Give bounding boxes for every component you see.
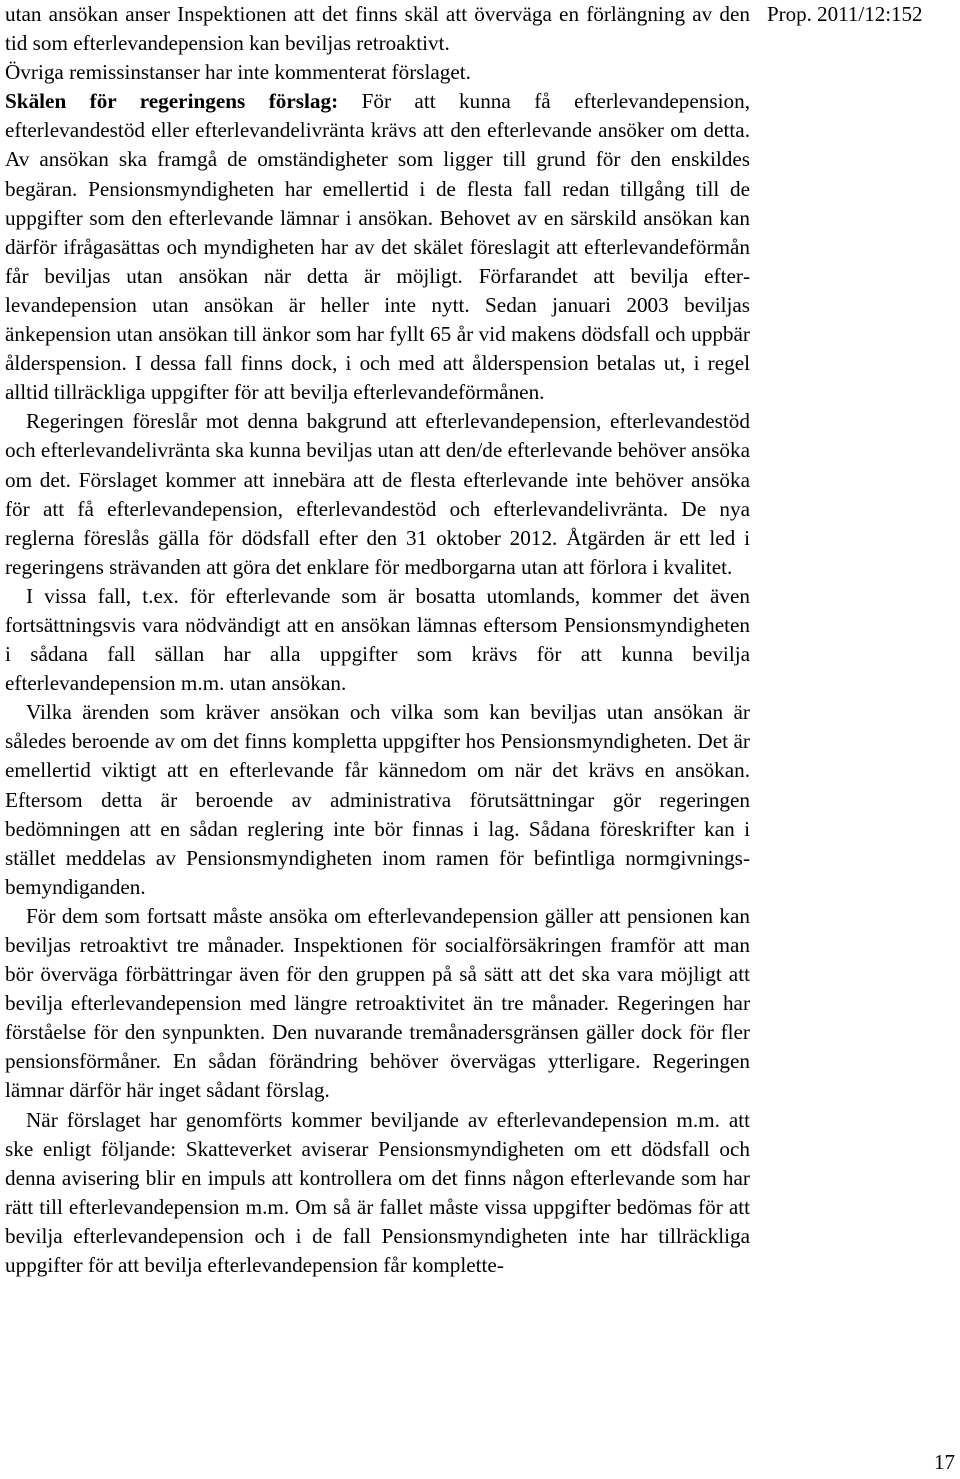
- paragraph-nar-forslaget: När förslaget har genomförts kommer beviljande av efterlevandepension m.m. att ske enligt följande: Skatteverket aviserar Pensionsmyndigheten om ett dödsfall och denna avisering blir en impuls att kontrollera om det finns någon efterlevande som har rätt till efterlevandepension m.m. Om så är fallet måste vissa uppgifter bedömas för att bevilja efterlevandepension och i de fall Pensionsmyndigheten inte har tillräckliga uppgifter för att bevilja efterlevandepension får komplette-: [5, 1107, 750, 1278]
- body-text: [5, 0, 750, 1280]
- proposition-number: Prop. 2011/12:152: [767, 2, 923, 26]
- paragraph-regeringen-foreslar: Regeringen föreslår mot denna bakgrund att efterlevandepension, efterlevandestöd och efterlevandelivränta ska kunna beviljas utan att den/de efterlevande behöver ansöka om det. Förslaget kommer att innebära att de flesta efterlevande inte behöver ansöka för att få efterlevandepension, efterlevandestöd och efterlevandelivränta. De nya reglerna föreslås gälla för dödsfall efter den 31 oktober 2012. Åtgärden är ett led i regeringens strävanden att göra det enklare för medborgarna utan att förlora i kvalitet.: [5, 409, 750, 579]
- skalen-text: För att kunna få efterlevandepension, efterlevandestöd eller efterlevandelivränta krävs att den efterlevande ansöker om detta. Av ansökan ska framgå de omständigheter som ligger till grund för den enskildes begäran. Pensionsmyndigheten har emellertid i de flesta fall redan tillgång till de uppgifter som den efterlevande lämnar i ansökan. Behovet av en särskild ansökan kan därför ifrågasättas och myndigheten har av det skälet föreslagit att efterlevandeförmån får beviljas utan ansökan när detta är möjligt. Förfarandet att bevilja efterlevandepension utan ansökan är heller inte nytt. Sedan januari 2003 beviljas änkepension utan ansökan till änkor som har fyllt 65 år vid makens dödsfall och uppbär ålderspension. I dessa fall finns dock, i och med att ålderspension betalas ut, i regel alltid tillräckliga uppgifter för att bevilja efterlevandeförmånen.: [5, 89, 751, 405]
- paragraph-vilka-arenden: Vilka ärenden som kräver ansökan och vilka som kan beviljas utan ansökan är således beroende av om det finns kompletta uppgifter hos Pensionsmyndigheten. Det är emellertid viktigt att en efterlevande får kännedom om när det krävs en ansökan. Eftersom detta är beroende av administrativa förutsättningar gör regeringen bedömningen att en sådan reglering inte bör finnas i lag. Sådana föreskrifter kan i stället meddelas av Pensionsmyndigheten inom ramen för befintliga normgivningsbemyndiganden.: [5, 700, 750, 899]
- paragraph-remiss: Övriga remissinstanser har inte kommenterat förslaget.: [5, 60, 471, 85]
- skalen-heading: Skälen för regeringens förslag:: [5, 89, 339, 114]
- page-number: 17: [934, 1450, 955, 1474]
- paragraph-for-dem: För dem som fortsatt måste ansöka om efterlevandepension gäller att pensionen kan beviljas retroaktivt tre månader. Inspektionen för socialförsäkringen framför att man bör överväga förbättringar även för den gruppen på så sätt att det ska vara möjligt att bevilja efterlevandepension med längre retroaktivitet än tre månader. Regeringen har förståelse för den synpunkten. Den nuvarande tremånadersgränsen gäller dock för fler pensionsförmåner. En sådan förändring behöver övervägas ytterligare. Regeringen lämnar därför här inget sådant förslag.: [5, 903, 750, 1103]
- paragraph-skalen: [5, 87, 750, 407]
- paragraph-continuation: utan ansökan anser Inspektionen att det finns skäl att överväga en förlängning av den tid som efterlevandepension kan beviljas retroaktivt.: [5, 2, 750, 56]
- paragraph-vissa-fall: I vissa fall, t.ex. för efterlevande som är bosatta utomlands, kommer det även fortsättningsvis vara nödvändigt att en ansökan lämnas eftersom Pensionsmyndigheten i sådana fall sällan har alla uppgifter som krävs för att kunna bevilja efterlevandepension m.m. utan ansökan.: [5, 583, 750, 696]
